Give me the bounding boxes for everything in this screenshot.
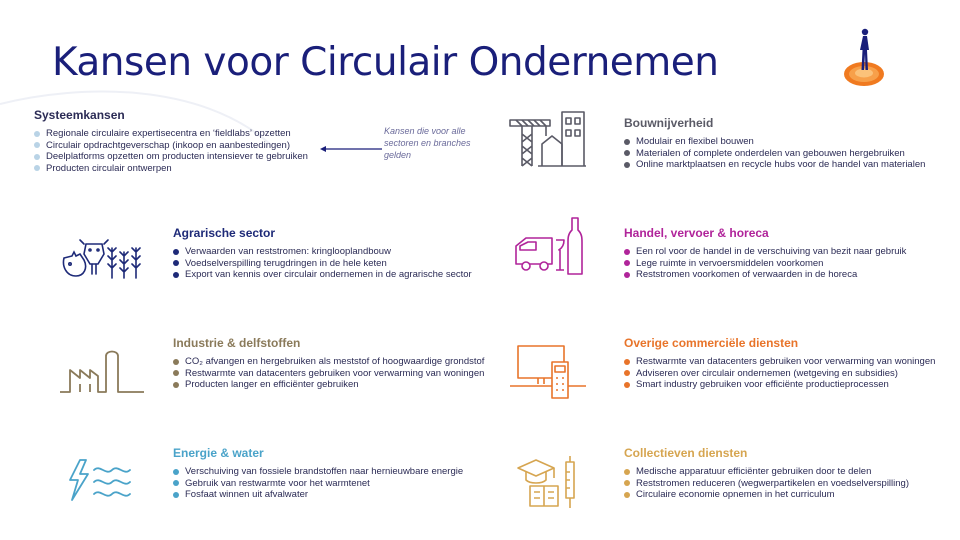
section-heading: Overige commerciële diensten <box>624 336 799 350</box>
list-item: Deelplatforms opzetten om producten intensiever te gebruiken <box>34 151 308 163</box>
list-item: Online marktplaatsen en recycle hubs voor de handel van materialen <box>624 159 925 171</box>
section-heading: Collectieven diensten <box>624 446 748 460</box>
section-heading: Systeemkansen <box>34 108 125 122</box>
van-bottle-icon <box>512 216 584 276</box>
list-item: Verwaarden van reststromen: kringlooplandbouw <box>173 246 472 258</box>
section-energie-water <box>173 446 463 501</box>
section-heading: Handel, vervoer & horeca <box>624 226 769 240</box>
list-item: CO₂ afvangen en hergebruiken als meststof of hoogwaardige grondstof <box>173 356 484 368</box>
list-item: Gebruik van restwarmte voor het warmtenet <box>173 478 463 490</box>
list-item: Export van kennis over circulair ondernemen in de agrarische sector <box>173 269 472 281</box>
computer-pos-icon <box>508 344 588 400</box>
section-heading: Energie & water <box>173 446 264 460</box>
section-industrie <box>173 336 484 391</box>
arrow-left-icon <box>320 144 382 154</box>
list-item: Fosfaat winnen uit afvalwater <box>173 489 463 501</box>
section-overige-diensten <box>624 336 935 391</box>
list-item: Restwarmte van datacenters gebruiken voor verwarming van woningen <box>173 368 484 380</box>
list-item: Lege ruimte in vervoersmiddelen voorkomen <box>624 258 906 270</box>
list-item: Adviseren over circulair ondernemen (wetgeving en subsidies) <box>624 368 935 380</box>
section-agrarische-sector <box>173 226 472 281</box>
construction-icon <box>508 110 588 170</box>
list-item: Medische apparatuur efficiënter gebruiken door te delen <box>624 466 909 478</box>
list-item: Een rol voor de handel in de verschuiving van bezit naar gebruik <box>624 246 906 258</box>
farm-animals-icon <box>58 234 146 282</box>
list-item: Circulair opdrachtgeverschap (inkoop en aanbestedingen) <box>34 140 308 152</box>
list-item: Reststromen voorkomen of verwaarden in de horeca <box>624 269 906 281</box>
list-item: Reststromen reduceren (wegwerpartikelen en voedselverspilling) <box>624 478 909 490</box>
section-bouwnijverheid <box>624 116 925 171</box>
list-item: Restwarmte van datacenters gebruiken voor verwarming van woningen <box>624 356 935 368</box>
page-title: Kansen voor Circulair Ondernemen <box>52 40 719 85</box>
annotation-note: Kansen die voor alle sectoren en branches gelden <box>384 126 471 160</box>
factory-icon <box>60 350 144 396</box>
list-item: Materialen of complete onderdelen van gebouwen hergebruiken <box>624 148 925 160</box>
list-item: Regionale circulaire expertisecentra en ‘fieldlabs’ opzetten <box>34 128 308 140</box>
list-item: Voedselverspilling terugdringen in de hele keten <box>173 258 472 270</box>
list-item: Producten circulair ontwerpen <box>34 163 308 175</box>
bank-logo-icon <box>838 26 890 90</box>
education-health-icon <box>514 454 584 510</box>
list-item: Verschuiving van fossiele brandstoffen naar hernieuwbare energie <box>173 466 463 478</box>
list-item: Modulair en flexibel bouwen <box>624 136 925 148</box>
list-item: Smart industry gebruiken voor efficiënte productieprocessen <box>624 379 935 391</box>
list-item: Producten langer en efficiënter gebruiken <box>173 379 484 391</box>
section-handel <box>624 226 906 281</box>
list-item: Circulaire economie opnemen in het curriculum <box>624 489 909 501</box>
energy-water-icon <box>66 458 134 504</box>
section-collectieven-diensten <box>624 446 909 501</box>
section-systeemkansen <box>34 108 308 174</box>
section-heading: Agrarische sector <box>173 226 276 240</box>
section-heading: Bouwnijverheid <box>624 116 714 130</box>
section-heading: Industrie & delfstoffen <box>173 336 301 350</box>
